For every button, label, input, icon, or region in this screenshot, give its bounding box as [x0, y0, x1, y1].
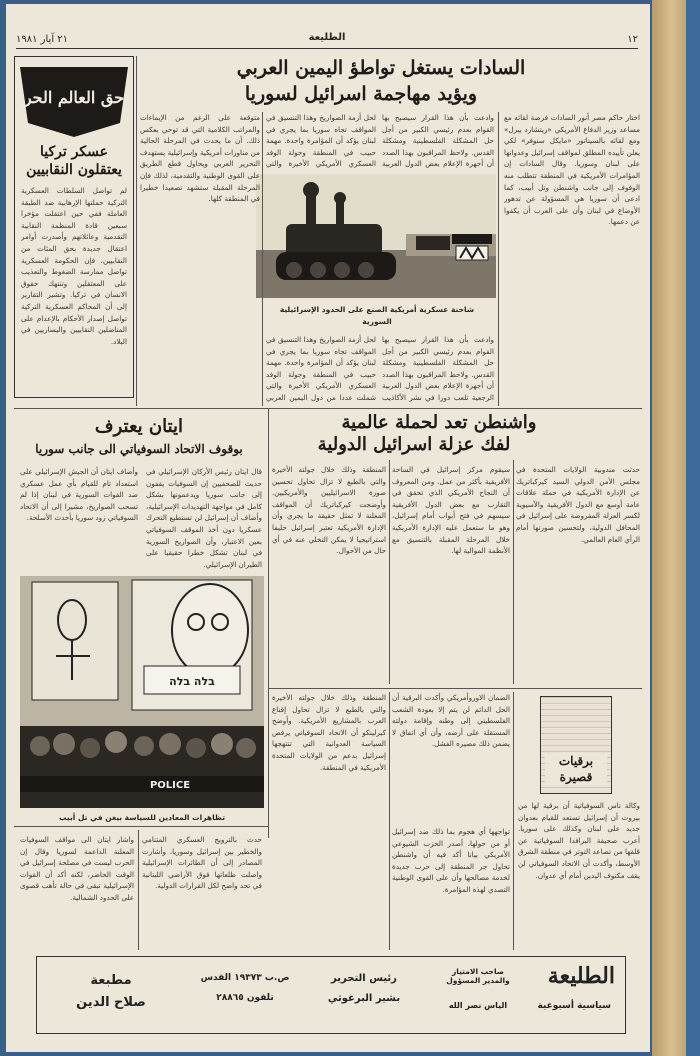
page-number: ١٢	[627, 34, 638, 45]
soviet-body-2: وأضاف ايتان أن الجيش الإسرائيلي على استعداد تام للقيام بأي عمل عسكري ضد القوات السورية في لبنان إذا لم تسحب الصواريخ، مشيرا إلى أن الاتحاد السوفياتي زود سوريا بأحدث الأسلحة.	[20, 467, 138, 523]
phone: تلفون ٢٨٨٦٥	[216, 993, 274, 1003]
publication-name: الطليعة	[308, 32, 346, 43]
binder-cover	[686, 0, 700, 1056]
main-col-4: متوقعة على الرغم من الإيماءات والمراتب الكلامية التي قد توحي بعكس ذلك. أن ما يحدث في المرحلة الحالية من مناورات أمريكية وإسرائيلية يستهدف التحرير العربي ويحاول قطع الطريق على القوى الوطنية والتقدمية، لذلك فإن المرحلة المقبلة ستشهد تصعيدا خطيرا في المنطقة كلها.	[140, 113, 260, 204]
corner-headline: عسكر تركيا يعتقلون النقابيين	[26, 144, 122, 178]
editor-name: بشير البرغوثي	[327, 993, 401, 1004]
column-rule	[136, 56, 137, 406]
corner-body: لم تواصل السلطات العسكرية التركية حملتها الإرهابية ضد الطبقة العاملة ففي حين اعتقلت مؤخرا سبعين قادة المنظمة النقابية التقدمية وعائلاتهم وأصدرت أوامر اعتقال جديدة بحق المئات من النقابيين، فإن الحكومة العسكرية تواصل ممارسة الضغوط والتعذيب على المعتقلين وتنتهك حقوق الانسان في تركيا. وتشير التقارير إلى أن المحاكم العسكرية التركية تواصل إصدار الأحكام بالإعدام على المناضلين النقابيين واليساريين في البلاد.	[21, 186, 127, 346]
washington-col-2: سيقوم مركز إسرائيل في الساحة الأفريقية بأكثر من عمل. ومن المعروف أن النجاح الأمريكي الذي تحقق في التقارب مع بعض الدول الأفريقية سيسهم في فتح أبواب أمام إسرائيل، وهو ما ستعمل عليه الإدارة الأمريكية خلال المرحلة المقبلة بالتنسيق مع الأنظمة الموالية لها.	[392, 465, 510, 556]
banner-graphic	[16, 61, 132, 139]
column-rule	[389, 692, 390, 950]
address: ص.ب ١٩٣٧٣ القدس	[200, 973, 290, 983]
tank-photo	[256, 174, 496, 298]
soviet-headline-1: ايتان يعترف	[94, 416, 184, 437]
main-headline-2: ويؤيد مهاجمة اسرائيل لسوريا	[244, 83, 478, 105]
protest-photo-caption: تظاهرات المعادين للسياسة بيغن في تل أبيب	[58, 813, 226, 822]
protest-photo-graphic	[20, 576, 264, 808]
owner-name: الياس نصر الله	[448, 1001, 508, 1010]
main-col-3: لحل أزمة الصواريخ وهذا التنسيق في المواقف تجاه سوريا بما يجري في لبنان يؤكد أن المؤامرة واحدة. مهمة حبيب في المنطقة وجولة الوفد العسكري الأمريكي الأخيرة والتي	[266, 113, 376, 169]
section-rule	[14, 408, 642, 409]
column-rule	[513, 460, 514, 684]
washington-col-3: المنطقة وذلك خلال جولته الأخيرة والتي بالطبع لا تزال تحاول تحسين صورة الاسرائيليين والأمريكيين. وأوضحت كيركباتريك أن المواقف المعلنة لا تمثل حقيقة ما يجري وأن الإدارة الأمريكية تعتبر إسرائيل حليفا استراتيجيا لا يمكن التخلي عنه في أي حال من الأحوال.	[272, 465, 386, 556]
main-col-2b: وادعت بأن هذا القرار سيصبح بها القوام بعدم رئيسي الكبير من أجل حل المشكلة الفلسطينية ومشكلة القدس. ولاحظ المراقبون بهذا الصدد أن أجهزة الإعلام بعض الدول العربية الرجعية تلعب دورا في نشر الأكاذيب	[382, 335, 494, 402]
issue-date: ٢١ آيار ١٩٨١	[16, 34, 69, 45]
police-text: POLICE	[149, 780, 191, 791]
washington-headline-1: واشنطن تعد لحملة عالمية	[341, 412, 537, 433]
footer-subtitle: سياسية أسبوعية	[537, 1001, 611, 1011]
printer-name: صلاح الدين	[76, 995, 146, 1010]
bottom-col-4: تواجهها أي هجوم بما ذلك ضد إسرائيل أو من حولها، أصدر الحزب الشيوعي الأمريكي بيانا أكد فيه أن واشنطن تحاول جر المنطقة إلى حرب جديدة لخدمة مصالحها وأن على القوى الوطنية التصدي لهذه المؤامرة.	[392, 827, 510, 894]
tank-photo-graphic	[256, 174, 496, 298]
poster-text: בלה בלה	[169, 675, 215, 688]
page-header	[16, 32, 638, 49]
bottom-col-2: حدث بالترويج العسكري المتنامي والخطير بين إسرائيل وسوريا، وأشارت المصادر إلى أن الطائرات الإسرائيلية واصلت طلعاتها فوق الأراضي اللبنانية في تحد واضح لكل القرارات الدولية.	[142, 835, 262, 891]
column-rule	[268, 408, 269, 838]
bottom-col-3: الضمان الاوروأمريكي وأكدت البرقية أن الحل الدائم لن يتم إلا بعودة الشعب الفلسطيني إلى وطنه وإقامة دولته المستقلة على أرضه، وأن أي اتفاق لا يضمن ذلك مصيره الفشل.	[392, 693, 510, 749]
footer-box	[36, 956, 626, 1034]
footer-masthead: الطليعة	[547, 963, 615, 989]
bottom-col-5: وكالة تاس السوفياتية أن برقية لها من بيروت أن إسرائيل تستعد للقيام بعدوان جديد على لبنان وكذلك على سوريا. أعرب صحيفة البرافدا السوفياتية عن قلقها من تصاعد التوتر في منطقة الشرق الأوسط، وأكدت أن الاتحاد السوفياتي لن يقف مكتوف اليدين أمام أي عدوان.	[518, 801, 640, 880]
printer-label: مطبعة	[90, 973, 132, 988]
column-rule	[138, 830, 139, 950]
banner-text: حق العالم الحر	[23, 88, 125, 107]
tank-photo-caption: شاحنة عسكرية أمريكية الصنع على الحدود الإسرائيلية السورية	[279, 305, 475, 326]
soviet-body-1: قال ايتان رئيس الأركان الإسرائيلي في حديث للصحفيين إن السوفيات يقفون إلى جانب سوريا ويدعمونها بشكل كامل في مواجهة التهديدات الإسرائيلية، وأضاف أن إسرائيل لن تستطيع التحرك عسكريا دون أخذ الموقف السوفياتي بعين الاعتبار، وأن الصواريخ السورية في لبنان تشكل خطرا حقيقيا على الطيران الإسرائيلي.	[146, 467, 262, 569]
washington-col-1: حدثت مندوبية الولايات المتحدة في مجلس الأمن الدولي السيد كيركباتريك عن الإدارة الأمريكية في حملة علاقات عامة أوسع مع الدول الأفريقية والآسيوية لكسر العزلة المفروضة على إسرائيل في المحافل الدولية، ولتحسين صورتها أمام الرأي العام العالمي.	[516, 465, 640, 544]
telegrams-title: برقيات قصيرة	[545, 753, 607, 785]
column-rule	[498, 112, 499, 406]
section-rule	[268, 688, 642, 689]
main-headline-1: السادات يستغل تواطؤ اليمين العربي	[236, 57, 526, 79]
main-col-3b: لحل أزمة الصواريخ وهذا التنسيق في المواقف تجاه سوريا بما يجري في لبنان يؤكد أن المؤامرة واحدة. مهمة حبيب في المنطقة وجولة الوفد العسكري الأمريكي الأخيرة والتي شملت عددا من دول اليمين العربي	[266, 335, 376, 402]
column-rule	[389, 460, 390, 684]
soviet-headline-2: بوقوف الاتحاد السوفياتي الى جانب سوريا	[35, 442, 243, 456]
column-rule	[513, 692, 514, 950]
soviet-body-3: المنطقة وذلك خلال جولته الأخيرة والتي بالطبع لا تزال تحاول إقناع العرب بالمشاريع الأمريكية. وأوضح كيرلينكو أن الاتحاد السوفياتي يرفض السياسة العدوانية التي تنتهجها إسرائيل بدعم من الولايات المتحدة الأمريكية في المنطقة.	[272, 693, 386, 772]
section-rule	[14, 826, 268, 827]
main-col-2: وادعت بأن هذا القرار سيصبح بها القوام بعدم رئيسي الكبير من أجل حل المشكلة الفلسطينية ومشكلة القدس. ولاحظ المراقبون بهذا الصدد أن أجهزة الإعلام بعض الدول العربية	[382, 113, 494, 169]
protest-photo	[20, 576, 264, 808]
newspaper-page	[6, 4, 650, 1052]
main-col-1: اختار حاكم مصر أنور السادات فرصة لقائه مع مساعد وزير الدفاع الأمريكي «ريتشارد بيرل» ومع لقائه بالسيناتور «مايكل سنوفر» لكي يعلن تأييده المطلق لمواقف إسرائيل وعدوانها على لبنان وسوريا. وقال السادات إن المؤامرات الأمريكية في المنطقة تتطلب منه الوقوف إلى جانب واشنطن وتل أبيب، كما ادعى أن سوريا هي المسؤولة عن تدهور الأوضاع في لبنان وأن على العرب أن يكفوا عن دعمها.	[504, 113, 640, 227]
telegrams-box	[540, 696, 612, 794]
editor-label: رئيس التحرير	[331, 973, 397, 984]
column-rule	[262, 112, 263, 406]
owner-label: صاحب الامتياز والمدير المسؤول	[446, 967, 510, 985]
bottom-col-1: واشار ايتان الى مواقف السوفيات المعلنة الداعمة لسوريا وقال إن الحرب ليست في مصلحة إسرائيل في الوقت الحاضر، لكنه أكد أن القوات الإسرائيلية تبقى في حالة تأهب قصوى على الحدود الشمالية.	[20, 835, 134, 902]
washington-headline-2: لفك عزلة اسرائيل الدولية	[317, 434, 511, 455]
corner-box	[14, 56, 134, 398]
